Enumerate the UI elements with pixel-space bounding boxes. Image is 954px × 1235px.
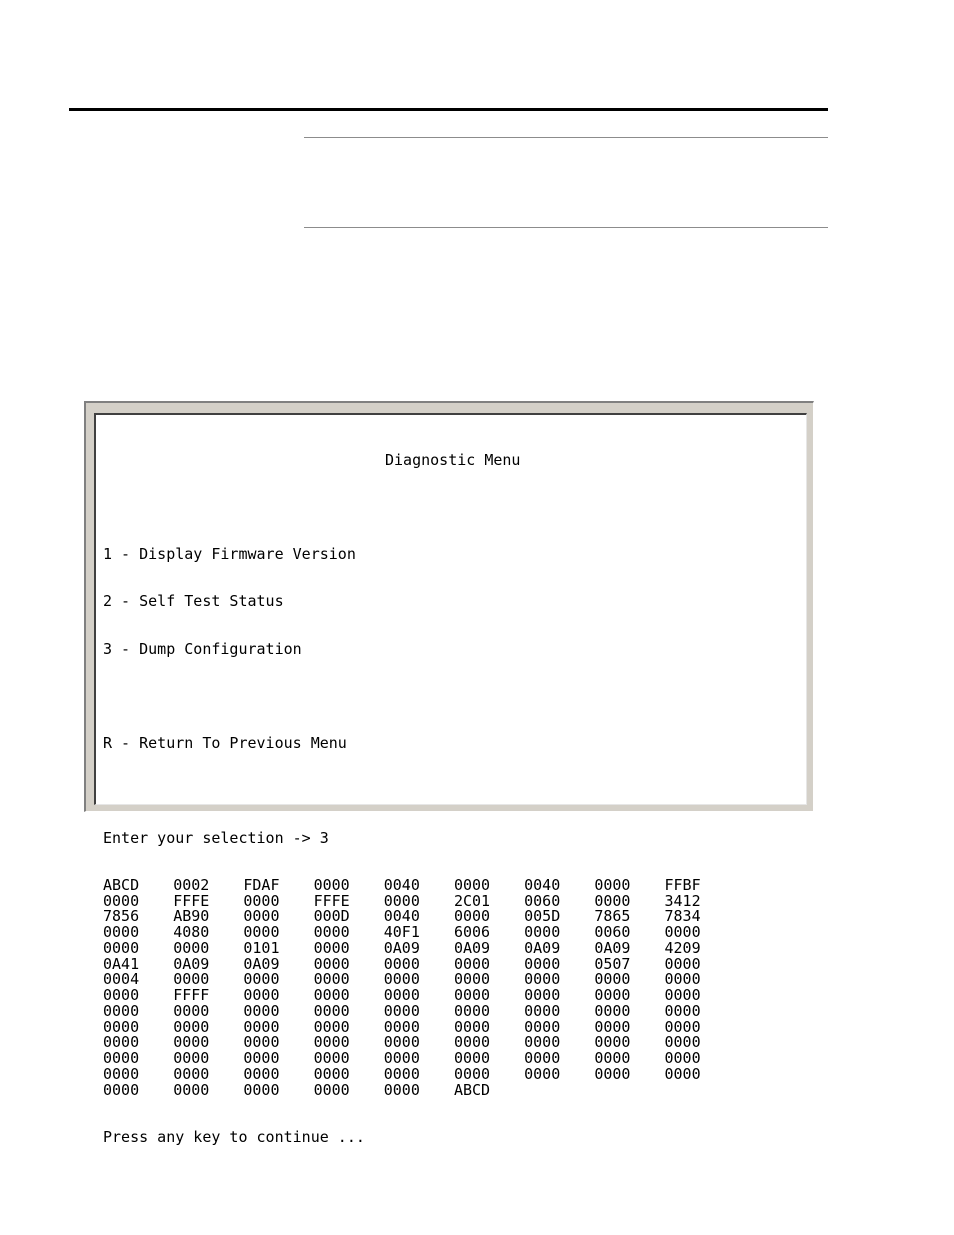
dump-cell: 0000	[313, 938, 350, 957]
dump-cell: 0002	[173, 875, 210, 894]
dump-cell: 0000	[594, 875, 631, 894]
dump-cell: 0000	[594, 1033, 631, 1052]
dump-cell: 0000	[383, 891, 420, 910]
dump-cell: 0000	[243, 1049, 280, 1067]
dump-cell: 0000	[383, 986, 420, 1004]
note-bottom-rule	[304, 227, 828, 228]
dump-cell: 0000	[313, 1049, 350, 1067]
dump-cell: 0000	[383, 1001, 420, 1020]
dump-cell: 0000	[594, 1017, 631, 1036]
dump-cell: 0000	[103, 1001, 140, 1020]
dump-cell: 0000	[524, 1049, 561, 1067]
dump-cell: 0000	[453, 1064, 491, 1083]
selection-prompt: Enter your selection -> 3	[103, 828, 329, 847]
blank-line	[103, 783, 802, 799]
dump-cell: 0000	[173, 1033, 210, 1052]
dump-cell: 0000	[173, 1049, 210, 1067]
note-top-rule	[304, 137, 828, 138]
dump-cell: 0000	[664, 1033, 701, 1052]
dump-cell: 0000	[103, 1080, 140, 1099]
dump-cell: 0000	[173, 938, 210, 957]
dump-cell: 0060	[524, 891, 561, 910]
dump-cell: 0040	[383, 907, 420, 926]
dump-cell: 0000	[664, 1064, 701, 1083]
config-dump	[103, 875, 802, 1099]
terminal-window	[84, 401, 814, 1146]
dump-cell: 0000	[243, 970, 280, 989]
dump-cell: 0000	[173, 1080, 210, 1099]
dump-cell: 0000	[453, 1001, 491, 1020]
dump-cell: 0000	[453, 1049, 491, 1067]
dump-cell: 0000	[524, 954, 561, 973]
dump-cell: FDAF	[243, 875, 280, 894]
dump-cell: 0000	[173, 970, 210, 989]
dump-cell: 0000	[453, 954, 491, 973]
dump-cell: 0000	[243, 986, 280, 1004]
menu-item-return-to-previous-menu: R - Return To Previous Menu	[103, 734, 347, 752]
dump-cell: 0000	[383, 1017, 420, 1036]
dump-cell: 0000	[243, 1017, 280, 1036]
dump-cell: 0060	[594, 923, 631, 941]
dump-cell: 0000	[173, 1017, 210, 1036]
dump-cell: 0A09	[173, 954, 210, 973]
dump-cell: 000D	[313, 907, 350, 926]
dump-cell: 40F1	[383, 923, 420, 941]
dump-cell: 0000	[664, 1001, 701, 1020]
dump-cell: 005D	[524, 907, 561, 926]
dump-cell: 0000	[594, 1064, 631, 1083]
dump-cell: 0000	[524, 1001, 561, 1020]
dump-cell: 3412	[664, 891, 701, 910]
dump-cell: 0004	[103, 970, 140, 989]
dump-cell: 0000	[664, 986, 701, 1004]
dump-cell: 0000	[524, 1017, 561, 1036]
dump-cell: 0000	[103, 1049, 140, 1067]
dump-cell: 0A09	[524, 938, 561, 957]
menu-title: Diagnostic Menu	[385, 450, 521, 469]
dump-cell: 0000	[594, 1001, 631, 1020]
dump-cell: 0000	[453, 986, 491, 1004]
menu-item-dump-configuration: 3 - Dump Configuration	[103, 639, 302, 658]
dump-cell: 0000	[313, 954, 350, 973]
dump-cell: 0A09	[243, 954, 280, 973]
dump-cell: 0000	[103, 891, 140, 910]
blank-line	[103, 500, 802, 516]
dump-cell: 0000	[173, 1064, 210, 1083]
dump-cell: AB90	[173, 907, 210, 926]
dump-cell: 0A09	[453, 938, 491, 957]
dump-cell: 0000	[313, 1064, 350, 1083]
dump-cell: FFFE	[173, 891, 210, 910]
dump-cell: 7865	[594, 907, 631, 926]
dump-cell: 0000	[594, 986, 631, 1004]
dump-cell: 0000	[594, 1049, 631, 1067]
dump-cell: FFBF	[664, 875, 701, 894]
dump-cell: 0000	[383, 970, 420, 989]
dump-cell: 0000	[664, 970, 701, 989]
dump-cell: 0000	[103, 938, 140, 957]
dump-cell: 0000	[313, 1001, 350, 1020]
dump-cell: 0000	[243, 1001, 280, 1020]
dump-cell: 0000	[524, 986, 561, 1004]
dump-cell: 0000	[243, 1064, 280, 1083]
page-header-rule	[69, 108, 828, 111]
terminal-frame	[94, 413, 807, 1146]
dump-cell: 0000	[383, 1064, 420, 1083]
dump-cell: 0A09	[383, 938, 420, 957]
dump-cell: 0000	[243, 1033, 280, 1052]
dump-cell: 0A09	[594, 938, 631, 957]
dump-cell: 0000	[664, 954, 701, 973]
dump-cell: 0000	[383, 1033, 420, 1052]
dump-cell: ABCD	[453, 1080, 491, 1099]
dump-cell: 0000	[594, 970, 631, 989]
dump-cell: 0000	[313, 986, 350, 1004]
dump-cell: 0000	[383, 1049, 420, 1067]
dump-cell: 0000	[453, 875, 491, 894]
dump-cell: 0000	[173, 1001, 210, 1020]
dump-cell: 0000	[453, 1033, 491, 1052]
dump-cell: 0000	[103, 986, 140, 1004]
dump-cell: 6006	[453, 923, 491, 941]
dump-cell: 0A41	[103, 954, 140, 973]
dump-cell: FFFE	[313, 891, 350, 910]
dump-cell: 0000	[243, 891, 280, 910]
continue-prompt: Press any key to continue ...	[103, 1127, 365, 1146]
menu-item-self-test-status: 2 - Self Test Status	[103, 592, 284, 611]
dump-cell: 0000	[243, 1080, 280, 1099]
dump-cell: 0000	[594, 891, 631, 910]
dump-cell: 4209	[664, 938, 701, 957]
dump-cell: 0000	[103, 1017, 140, 1036]
dump-cell: 0000	[313, 875, 350, 894]
dump-cell: 0000	[524, 970, 561, 989]
blank-line	[103, 689, 802, 705]
dump-cell: 0000	[453, 1017, 491, 1036]
dump-cell: 0000	[524, 1033, 561, 1052]
dump-cell: 0000	[453, 970, 491, 989]
dump-cell: 0000	[383, 954, 420, 973]
menu-item-display-firmware-version: 1 - Display Firmware Version	[103, 545, 356, 563]
dump-cell: 7834	[664, 907, 701, 926]
dump-cell: 0000	[313, 1017, 350, 1036]
dump-cell: 0000	[664, 1049, 701, 1067]
dump-cell: 0000	[313, 1080, 350, 1099]
dump-cell: 0000	[313, 923, 350, 941]
dump-cell: 0000	[243, 907, 280, 926]
dump-cell: 0000	[243, 923, 280, 941]
dump-cell: 0000	[453, 907, 491, 926]
dump-cell: 0000	[664, 1017, 701, 1036]
dump-cell: 0000	[664, 923, 701, 941]
dump-cell: 0040	[524, 875, 561, 894]
dump-cell: 0101	[243, 938, 280, 957]
dump-cell: 0000	[383, 1080, 420, 1099]
dump-cell: 7856	[103, 907, 140, 926]
dump-cell: 0000	[103, 1033, 140, 1052]
dump-cell: 0000	[103, 923, 140, 941]
dump-cell: 4080	[173, 923, 210, 941]
terminal-screen[interactable]	[103, 421, 802, 1146]
dump-cell: 0000	[313, 970, 350, 989]
dump-cell: 0507	[594, 954, 631, 973]
dump-cell: 0000	[313, 1033, 350, 1052]
dump-cell: ABCD	[103, 875, 140, 894]
dump-cell: 0000	[103, 1064, 140, 1083]
dump-cell: 0000	[524, 1064, 561, 1083]
dump-cell: 2C01	[453, 891, 491, 910]
dump-row	[103, 1080, 802, 1099]
dump-cell: 0040	[383, 875, 420, 894]
dump-cell: 0000	[524, 923, 561, 941]
dump-cell: FFFF	[173, 986, 210, 1004]
